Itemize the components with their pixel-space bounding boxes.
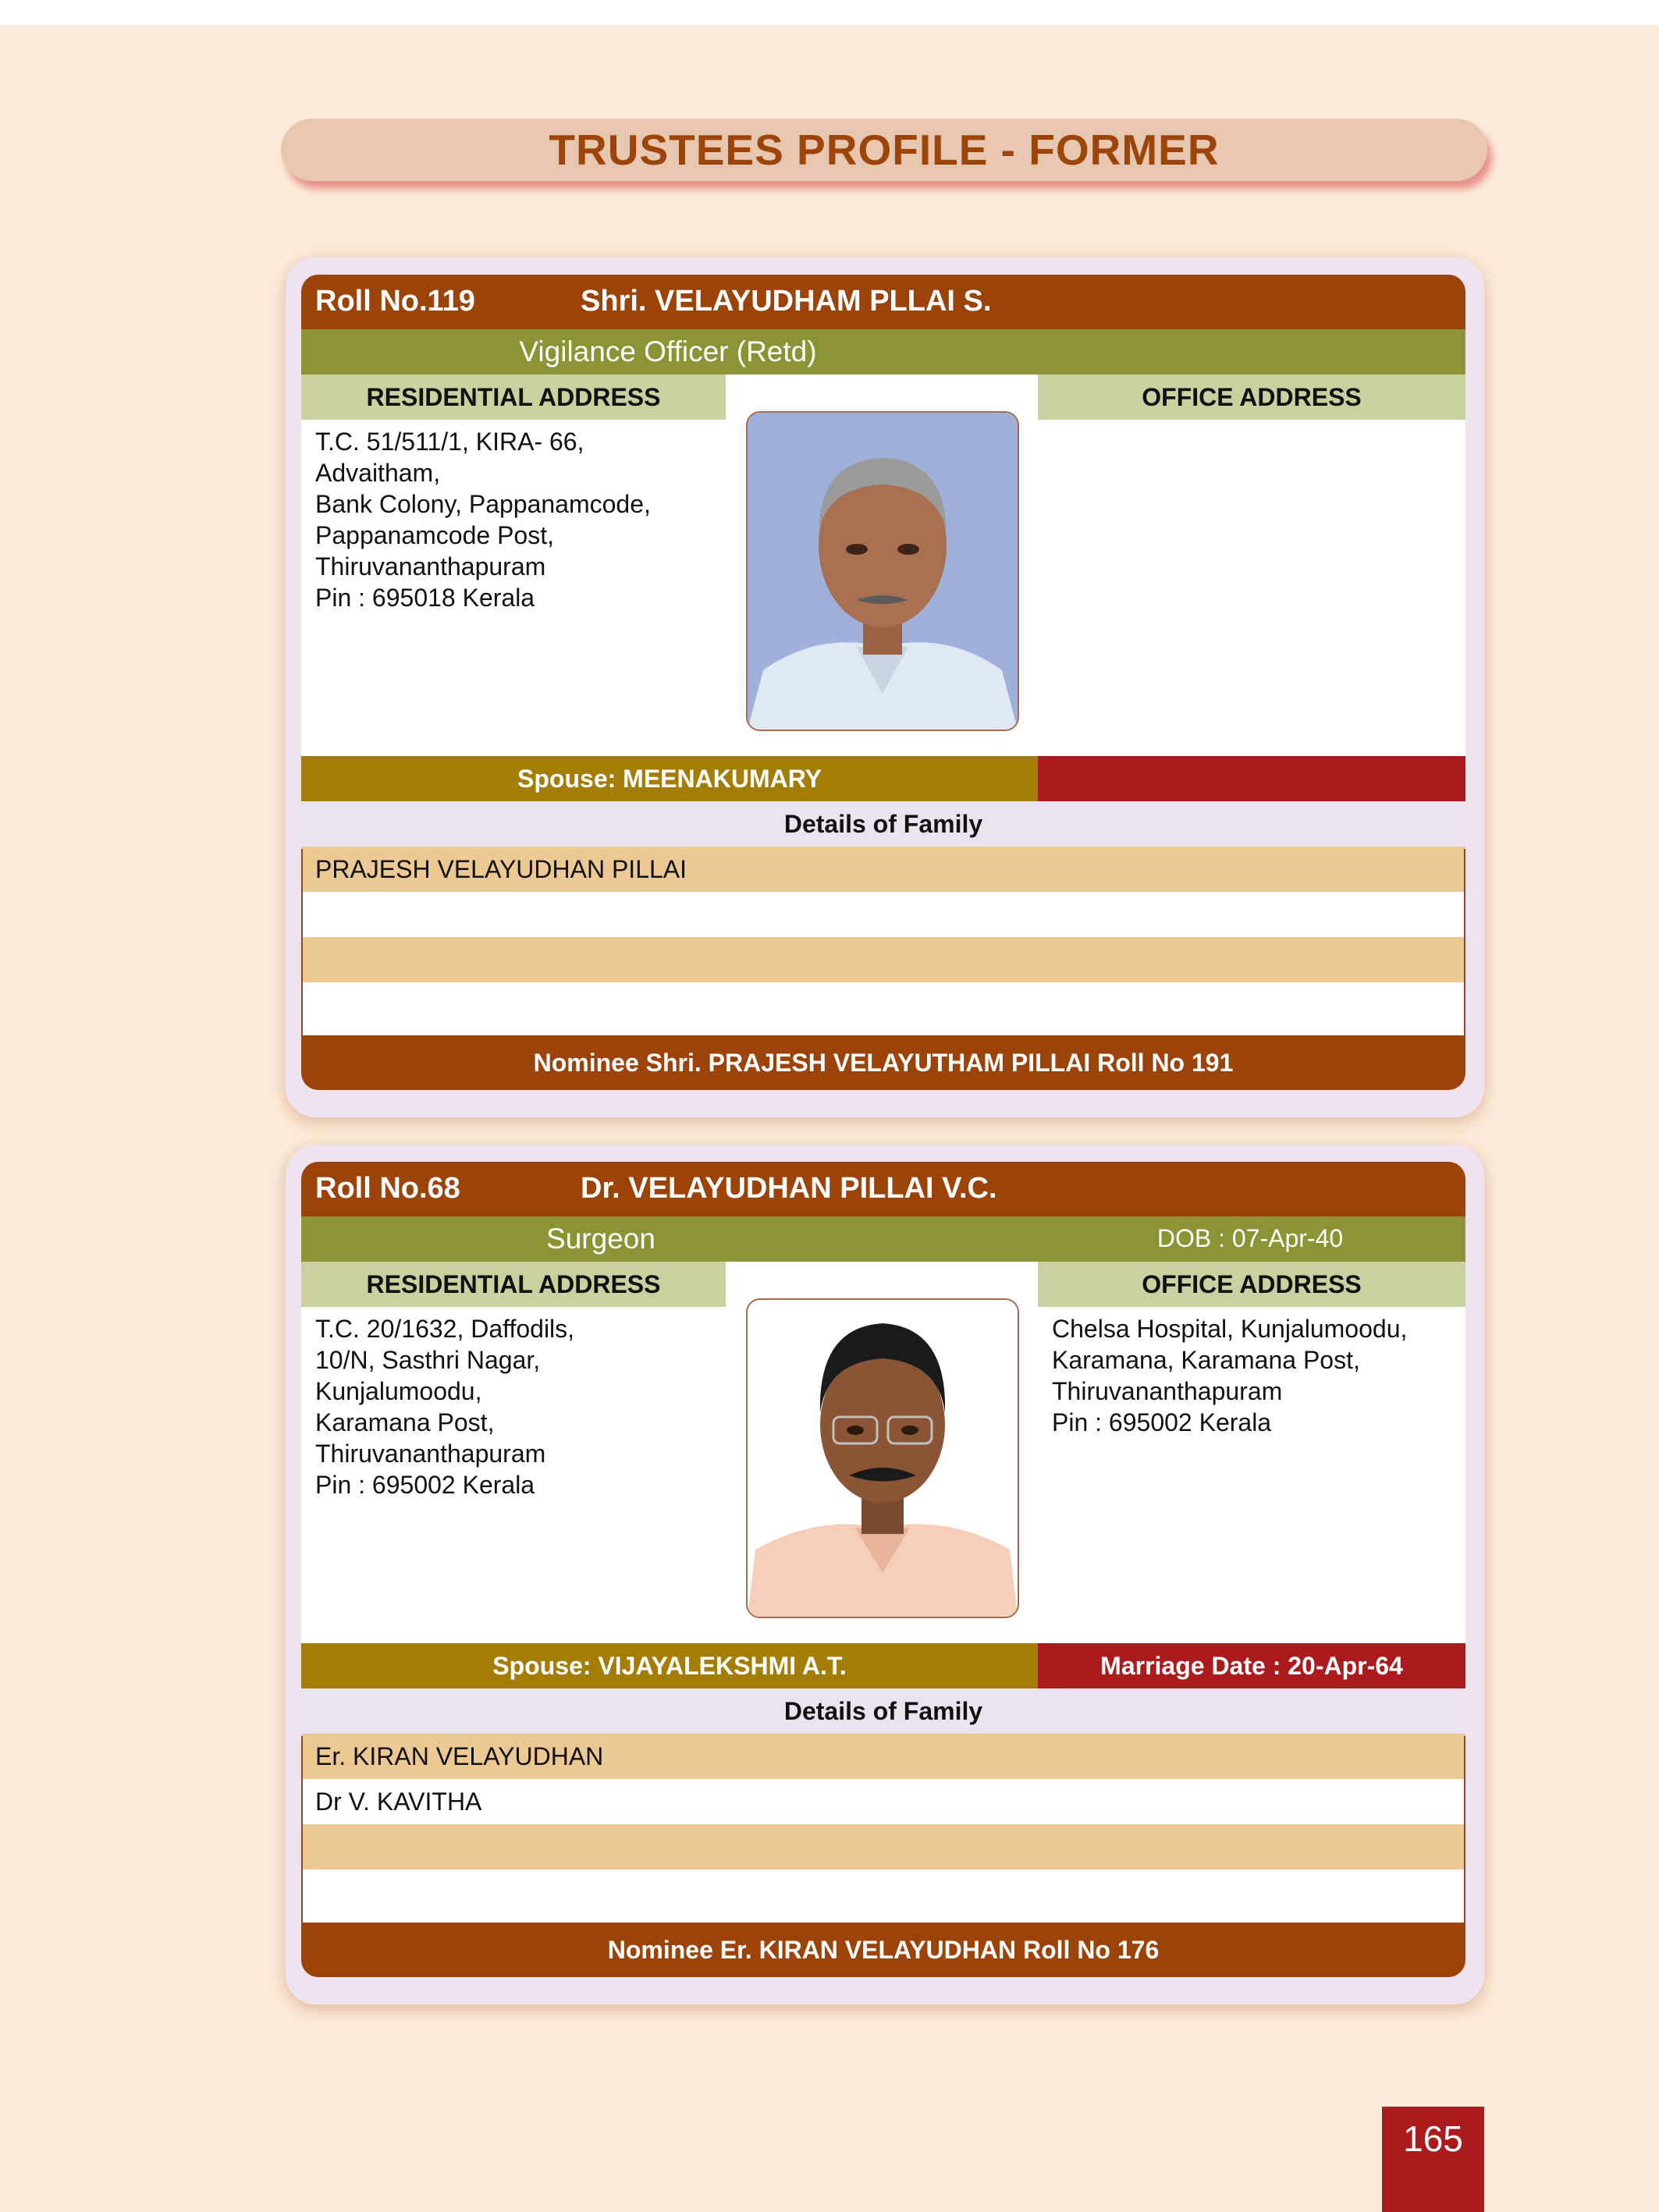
family-row bbox=[301, 937, 1465, 982]
residential-address: T.C. 51/511/1, KIRA- 66, Advaitham, Bank Colony, Pappanamcode, Pappanamcode Post, Thiruvananthapuram Pin : 695018 Kerala bbox=[315, 428, 651, 612]
trustee-photo bbox=[746, 411, 1019, 731]
portrait-image bbox=[748, 413, 1018, 730]
family-member: PRAJESH VELAYUDHAN PILLAI bbox=[315, 855, 687, 883]
occupation-row bbox=[301, 329, 1465, 375]
family-row bbox=[301, 1779, 1465, 1824]
trustee-name: Dr. VELAYUDHAN PILLAI V.C. bbox=[581, 1172, 997, 1205]
occupation: Surgeon bbox=[546, 1223, 655, 1255]
family-details-header: Details of Family bbox=[301, 1688, 1465, 1734]
family-member: Er. KIRAN VELAYUDHAN bbox=[315, 1742, 604, 1770]
border-line bbox=[1464, 1736, 1465, 1925]
family-row bbox=[301, 1869, 1465, 1915]
office-address-label: OFFICE ADDRESS bbox=[1038, 375, 1465, 420]
profile-card-inner bbox=[301, 275, 1465, 1090]
marriage-date: Marriage Date : 20-Apr-64 bbox=[1038, 1643, 1465, 1688]
spouse-name: Spouse: MEENAKUMARY bbox=[301, 756, 1038, 801]
residential-address-label: RESIDENTIAL ADDRESS bbox=[301, 375, 726, 420]
profile-header bbox=[301, 1162, 1465, 1216]
family-row bbox=[301, 892, 1465, 937]
top-strip bbox=[0, 0, 1659, 25]
trustee-name: Shri. VELAYUDHAM PLLAI S. bbox=[581, 285, 992, 318]
profile-header bbox=[301, 275, 1465, 329]
portrait-image bbox=[748, 1300, 1018, 1617]
border-line bbox=[301, 1736, 303, 1925]
profile-card bbox=[286, 1145, 1484, 2004]
roll-number: Roll No.119 bbox=[315, 285, 475, 318]
family-details-header: Details of Family bbox=[301, 801, 1465, 847]
border-line bbox=[1464, 849, 1465, 1038]
family-row bbox=[301, 982, 1465, 1028]
spouse-name: Spouse: VIJAYALEKSHMI A.T. bbox=[301, 1643, 1038, 1688]
occupation-row bbox=[301, 1216, 1465, 1262]
occupation: Vigilance Officer (Retd) bbox=[519, 336, 817, 367]
office-address-label: OFFICE ADDRESS bbox=[1038, 1262, 1465, 1307]
family-row bbox=[301, 1824, 1465, 1869]
trustee-photo bbox=[746, 1298, 1019, 1618]
family-row bbox=[301, 1734, 1465, 1779]
roll-number: Roll No.68 bbox=[315, 1172, 460, 1205]
office-address: Chelsa Hospital, Kunjalumoodu, Karamana, Karamana Post, Thiruvananthapuram Pin : 695002 Kerala bbox=[1052, 1315, 1408, 1436]
nominee-bar: Nominee Shri. PRAJESH VELAYUTHAM PILLAI Roll No 191 bbox=[301, 1035, 1465, 1090]
residential-address: T.C. 20/1632, Daffodils, 10/N, Sasthri Nagar, Kunjalumoodu, Karamana Post, Thiruvananthapuram Pin : 695002 Kerala bbox=[315, 1315, 575, 1499]
nominee-bar: Nominee Er. KIRAN VELAYUDHAN Roll No 176 bbox=[301, 1923, 1465, 1977]
marriage-date bbox=[1038, 756, 1465, 801]
profile-card bbox=[286, 257, 1484, 1117]
border-line bbox=[301, 849, 303, 1038]
family-member: Dr V. KAVITHA bbox=[315, 1788, 482, 1816]
date-of-birth: DOB : 07-Apr-40 bbox=[1156, 1224, 1344, 1252]
family-row bbox=[301, 847, 1465, 892]
profile-card-inner bbox=[301, 1162, 1465, 1977]
page-title: TRUSTEES PROFILE - FORMER bbox=[281, 119, 1487, 181]
page-number: 165 bbox=[1382, 2107, 1484, 2212]
residential-address-label: RESIDENTIAL ADDRESS bbox=[301, 1262, 726, 1307]
